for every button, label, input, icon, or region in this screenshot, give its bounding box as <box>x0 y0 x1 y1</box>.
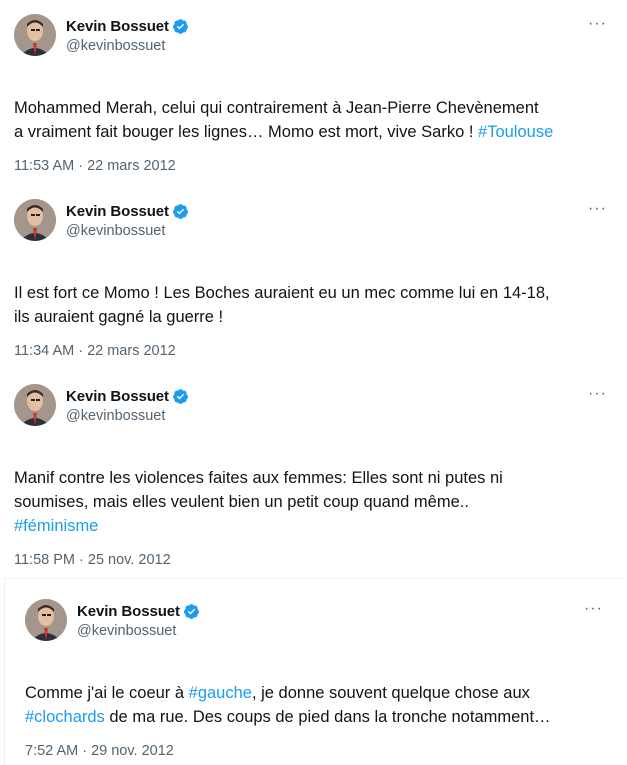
tweet-card[interactable] <box>0 185 627 365</box>
author-handle[interactable]: @kevinbossuet <box>77 623 177 639</box>
tweet-text-segment: de ma rue. Des coups de pied dans la tronche notamment… <box>104 708 551 726</box>
verified-badge-icon <box>172 203 189 220</box>
tweet-text-segment: Comme j'ai le coeur à <box>25 684 189 702</box>
more-options-icon[interactable]: ··· <box>588 200 607 217</box>
hashtag-link[interactable]: #féminisme <box>14 517 99 535</box>
tweet-text <box>14 257 627 329</box>
avatar[interactable] <box>25 599 67 641</box>
author-info <box>66 386 189 424</box>
name-row <box>66 201 189 221</box>
verified-badge-icon <box>172 388 189 405</box>
author-info <box>66 201 189 239</box>
name-row <box>77 601 200 621</box>
tweet-header <box>14 14 627 62</box>
avatar[interactable] <box>14 14 56 56</box>
tweet-timestamp[interactable]: 11:34 AM · 22 mars 2012 <box>14 343 176 359</box>
name-row <box>66 386 189 406</box>
tweet-text <box>14 442 627 538</box>
verified-badge-icon <box>172 18 189 35</box>
tweet-timestamp[interactable]: 11:58 PM · 25 nov. 2012 <box>14 552 171 568</box>
avatar[interactable] <box>14 199 56 241</box>
tweet-header <box>14 384 627 432</box>
author-name[interactable]: Kevin Bossuet <box>66 387 169 405</box>
more-options-icon[interactable]: ··· <box>584 600 603 617</box>
hashtag-link[interactable]: #gauche <box>188 684 252 702</box>
tweet-text <box>14 72 627 144</box>
tweet-text-segment: Il est fort ce Momo ! Les Boches auraient eu un mec comme lui en 14-18, ils auraient gagné la guerre ! <box>14 284 550 326</box>
hashtag-link[interactable]: #Toulouse <box>478 123 554 141</box>
author-name[interactable]: Kevin Bossuet <box>66 17 169 35</box>
author-name[interactable]: Kevin Bossuet <box>77 602 180 620</box>
more-options-icon[interactable]: ··· <box>588 15 607 32</box>
author-info <box>77 601 200 639</box>
tweet-timestamp[interactable]: 7:52 AM · 29 nov. 2012 <box>25 743 174 759</box>
author-name[interactable]: Kevin Bossuet <box>66 202 169 220</box>
hashtag-link[interactable]: #clochards <box>25 708 105 726</box>
author-handle[interactable]: @kevinbossuet <box>66 38 166 54</box>
tweet-text-segment: , je donne souvent quelque chose aux <box>251 684 530 702</box>
tweet-card[interactable] <box>0 370 627 570</box>
author-handle[interactable]: @kevinbossuet <box>66 223 166 239</box>
avatar[interactable] <box>14 384 56 426</box>
tweet-card[interactable] <box>4 578 623 765</box>
author-info <box>66 16 189 54</box>
author-handle[interactable]: @kevinbossuet <box>66 408 166 424</box>
tweet-header <box>25 599 623 647</box>
tweet-card[interactable] <box>0 0 627 180</box>
tweet-text <box>25 657 623 729</box>
tweet-header <box>14 199 627 247</box>
verified-badge-icon <box>183 603 200 620</box>
more-options-icon[interactable]: ··· <box>588 385 607 402</box>
tweet-text-segment: Manif contre les violences faites aux femmes: Elles sont ni putes ni soumises, mais elles veulent bien un petit coup quand même.. <box>14 469 503 511</box>
tweet-timestamp[interactable]: 11:53 AM · 22 mars 2012 <box>14 158 176 174</box>
tweet-text-segment: Mohammed Merah, celui qui contrairement à Jean-Pierre Chevènement a vraiment fait bouger les lignes… Momo est mort, vive Sarko ! <box>14 99 539 141</box>
name-row <box>66 16 189 36</box>
